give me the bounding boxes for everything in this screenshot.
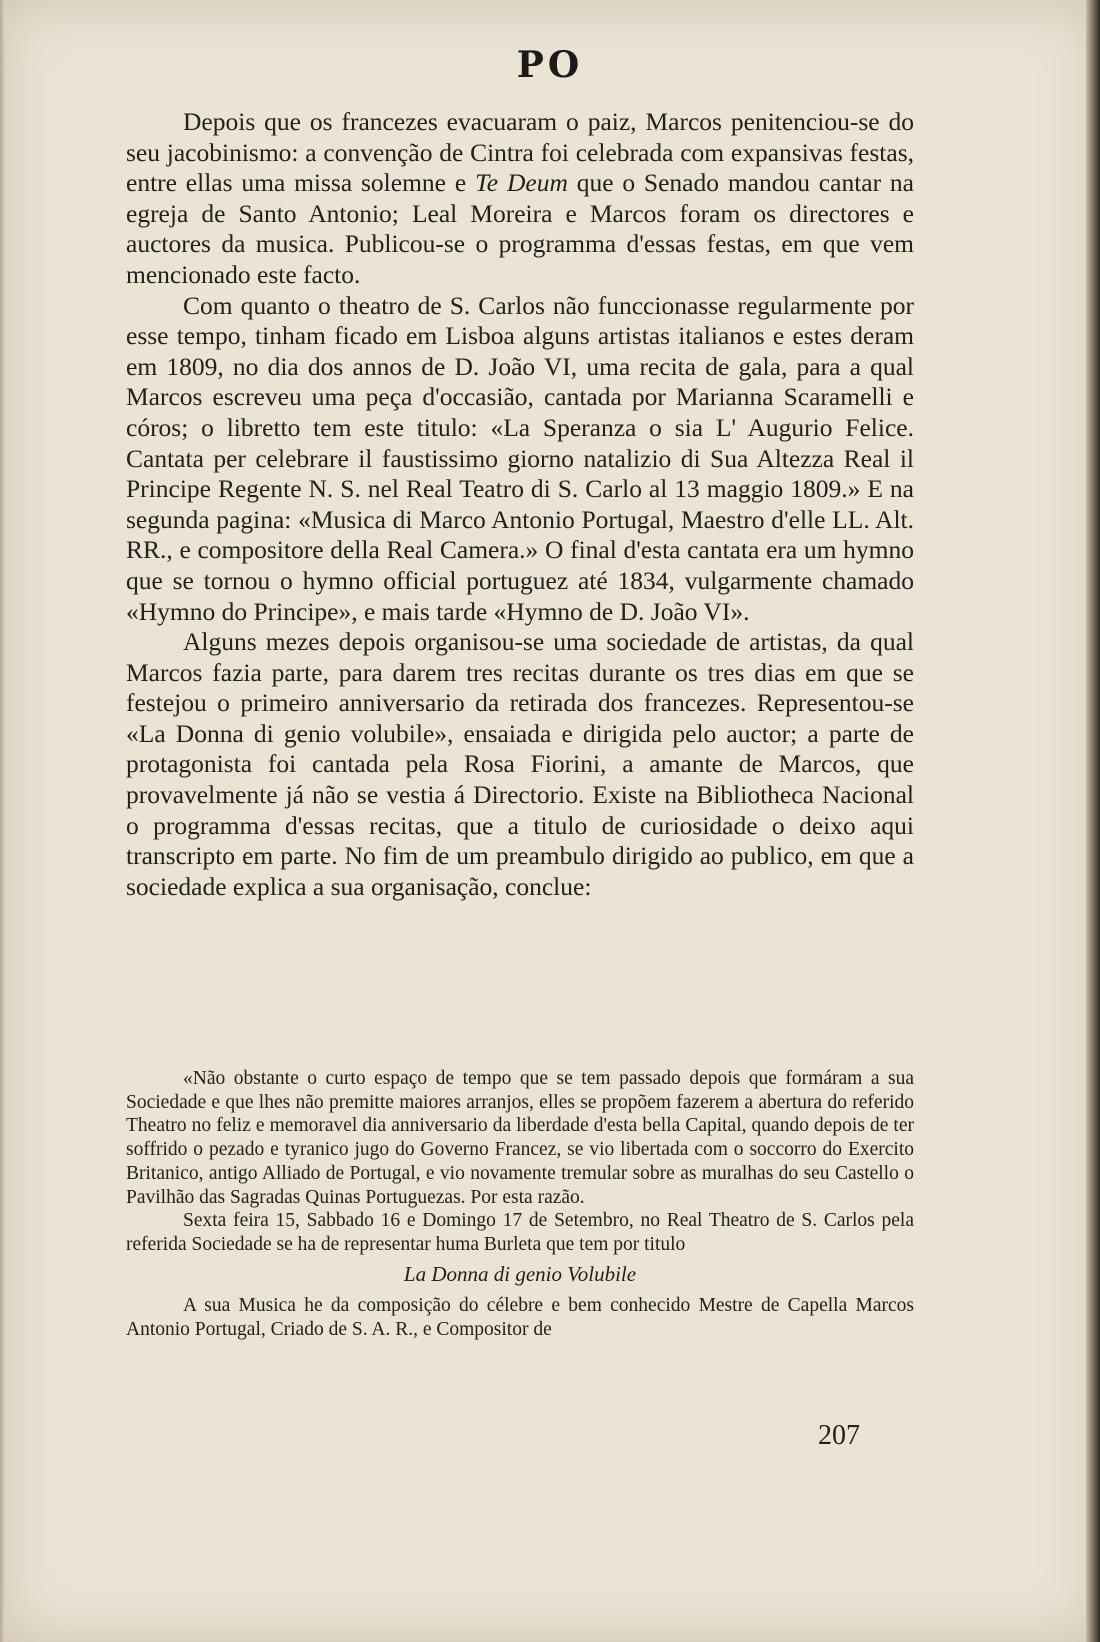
quote-paragraph-3: A sua Musica he da composição do célebre e bem conhecido Mestre de Capella Marcos Antonio Portugal, Criado de S. A. R., e Compositor de <box>126 1295 914 1341</box>
quote-paragraph-1: «Não obstante o curto espaço de tempo que se tem passado depois que formáram a sua Sociedade e que lhes não premitte maiores arranjos, elles se propõem fazerem a abertura do referido Theatro no feliz e memoravel dia anniversario da liberdade d'esta bella Capital, quando depois de ter soffrido o pezado e tyranico jugo do Governo Francez, se vio libertada com o soccorro do Exercito Britanico, antigo Alliado de Portugal, e vio novamente tremular sobre as muralhas do seu Castello o Pavilhão das Sagradas Quinas Portuguezas. Por esta razão. <box>126 1068 914 1208</box>
page-left-edge <box>0 0 6 1642</box>
quote-paragraph-2: Sexta feira 15, Sabbado 16 e Domingo 17 de Setembro, no Real Theatro de S. Carlos pela referida Sociedade se ha de representar huma Burleta que tem por titulo <box>126 1210 914 1255</box>
page-right-edge <box>1086 0 1100 1642</box>
paragraph-1: Depois que os francezes evacuaram o paiz, Marcos penitenciou-se do seu jacobinismo: a convenção de Cintra foi celebrada com expansivas festas, entre ellas uma missa solemne e Te Deum que o Senado mandou cantar na egreja de Santo Antonio; Leal Moreira e Marcos foram os directores e auctores da musica. Publicou-se o programma d'essas festas, em que vem mencionado este facto. <box>126 107 914 289</box>
te-deum-emphasis: Te Deum <box>474 168 568 198</box>
paragraph-3: Alguns mezes depois organisou-se uma sociedade de artistas, da qual Marcos fazia parte, para darem tres recitas durante os tres dias em que se festejou o primeiro anniversario da retirada dos francezes. Representou-se «La Donna di genio volubile», ensaiada e dirigida pelo auctor; a parte de protagonista foi cantada pela Rosa Fiorini, a amante de Marcos, que provavelmente já não se vestia á Directorio. Existe na Bibliotheca Nacional o programma d'essas recitas, que a titulo de curiosidade o deixo aqui transcripto em parte. No fim de um preambulo dirigido ao publico, em que a sociedade explica a sua organisação, conclue: <box>126 627 914 901</box>
page-number: 207 <box>818 1420 860 1451</box>
main-text <box>126 107 914 902</box>
quoted-programme <box>126 1067 914 1342</box>
paragraph-2: Com quanto o theatro de S. Carlos não funccionasse regularmente por esse tempo, tinham ficado em Lisboa alguns artistas italianos e estes deram em 1809, no dia dos annos de D. João VI, uma recita de gala, para a qual Marcos escreveu uma peça d'occasião, cantada por Marianna Scaramelli e córos; o libretto tem este titulo: «La Speranza o sia L' Augurio Felice. Cantata per celebrare il faustissimo giorno natalizio di Sua Altezza Real il Principe Regente N. S. nel Real Teatro di S. Carlo al 13 maggio 1809.» E na segunda pagina: «Musica di Marco Antonio Portugal, Maestro d'elle LL. Alt. RR., e compositore della Real Camera.» O final d'esta cantata era um hymno que se tornou o hymno official portuguez até 1834, vulgarmente chamado «Hymno do Principe», e mais tarde «Hymno de D. João VI». <box>126 290 914 626</box>
opera-title: La Donna di genio Volubile <box>403 1261 637 1286</box>
running-header: PO <box>516 44 584 86</box>
